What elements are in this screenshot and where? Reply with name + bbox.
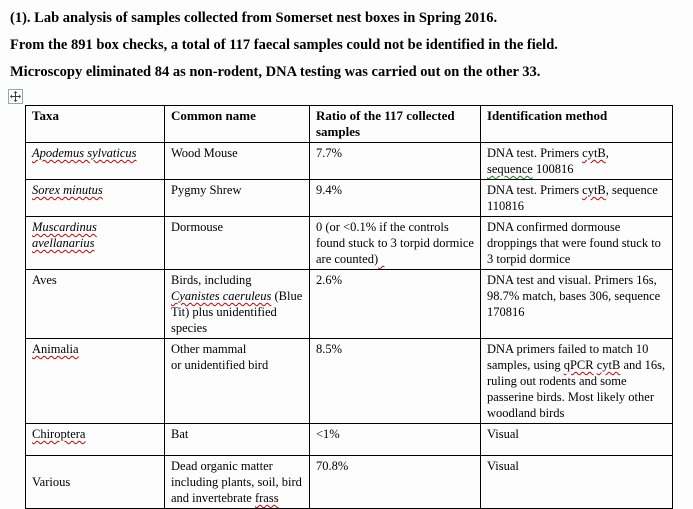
table-row	[26, 456, 673, 509]
table-row	[26, 217, 673, 270]
table-cell	[165, 424, 310, 456]
text-run: and 16s, ruling out rodents and some passerine birds. Most likely other woodland birds	[487, 358, 666, 420]
table-cell	[165, 339, 310, 424]
text-run: Other mammal	[171, 342, 247, 356]
table-cell	[310, 180, 481, 217]
table-move-handle[interactable]	[8, 89, 23, 104]
text-run: DNA test. Primers	[487, 146, 583, 160]
text-run: <1%	[316, 427, 340, 441]
table-row	[26, 180, 673, 217]
text-run: Birds, including	[171, 273, 252, 287]
text-run: (Blue Tit) plus unidentified species	[171, 289, 303, 335]
text-run: Chiroptera	[32, 427, 86, 441]
table-cell	[165, 180, 310, 217]
four-direction-move-icon	[10, 91, 21, 102]
text-run: 100816	[532, 162, 574, 176]
table-cell	[481, 339, 673, 424]
table-cell	[26, 424, 165, 456]
text-run: sequence	[487, 162, 533, 176]
table-cell	[310, 143, 481, 180]
intro-line-3: Microscopy eliminated 84 as non-rodent, DNA testing was carried out on the other 33.	[10, 64, 541, 80]
text-run: cytB	[596, 358, 621, 372]
table-row	[26, 270, 673, 339]
text-run: Wood Mouse	[171, 146, 238, 160]
table-cell	[481, 270, 673, 339]
table-cell	[26, 270, 165, 339]
text-run: Pygmy Shrew	[171, 183, 242, 197]
table-cell	[310, 217, 481, 270]
table-cell	[26, 339, 165, 424]
table-cell	[26, 456, 165, 509]
results-table	[25, 105, 673, 509]
table-cell	[481, 456, 673, 509]
text-run: Sorex minutus	[32, 183, 103, 197]
intro-paragraphs	[10, 10, 685, 81]
text-run: DNA test. Primers	[487, 183, 583, 197]
text-run: DNA confirmed dormouse droppings that were found stuck to 3 torpid dormice	[487, 220, 661, 266]
table-cell	[165, 217, 310, 270]
text-run: 8.5%	[316, 342, 343, 356]
text-run: qPCR	[563, 358, 594, 372]
text-run	[378, 252, 384, 266]
column-header: Identification method	[481, 106, 673, 143]
text-run: Dead organic matter including plants, soil, bird and invertebrate	[171, 459, 302, 505]
text-run: DNA test and visual. Primers 16s, 98.7% match, bases 306, sequence 170816	[487, 273, 661, 319]
table-cell	[481, 180, 673, 217]
table-cell	[26, 143, 165, 180]
table-cell	[310, 424, 481, 456]
text-run: 0 (or <0.1% if the controls found stuck to 3 torpid dormice are counted)	[316, 220, 474, 266]
table-cell	[165, 143, 310, 180]
text-run: 2.6%	[316, 273, 343, 287]
text-run: Muscardinus avellanarius	[32, 220, 97, 250]
text-run: Visual	[487, 459, 519, 473]
text-run: cytB	[582, 183, 606, 197]
text-run: cytB	[582, 146, 606, 160]
table-cell	[165, 270, 310, 339]
text-run: Various	[32, 475, 71, 489]
column-header: Ratio of the 117 collected samples	[310, 106, 481, 143]
table-container	[25, 105, 685, 509]
table-cell	[165, 456, 310, 509]
results-table-head	[26, 106, 673, 143]
table-cell	[481, 217, 673, 270]
intro-line-2: From the 891 box checks, a total of 117 faecal samples could not be identified in the field.	[10, 37, 558, 53]
text-run: Apodemus sylvaticus	[32, 146, 137, 160]
intro-line-1: (1). Lab analysis of samples collected from Somerset nest boxes in Spring 2016.	[10, 10, 498, 26]
text-run: 110816	[487, 199, 525, 213]
table-cell	[26, 180, 165, 217]
table-cell	[481, 424, 673, 456]
text-run: 7.7%	[316, 146, 343, 160]
text-run: Aves	[32, 273, 57, 287]
text-run: or unidentified bird	[171, 358, 269, 372]
text-run: 70.8%	[316, 459, 349, 473]
text-run: , sequence	[605, 183, 658, 197]
text-run: frass	[254, 491, 279, 505]
text-run: Visual	[487, 427, 519, 441]
table-cell	[26, 217, 165, 270]
text-run: DNA primers failed to match 10 samples, using	[487, 342, 649, 372]
text-run: 9.4%	[316, 183, 343, 197]
text-run: Dormouse	[171, 220, 224, 234]
table-cell	[310, 456, 481, 509]
table-row	[26, 143, 673, 180]
text-run: Animalia	[32, 342, 79, 356]
table-row	[26, 424, 673, 456]
text-run: Bat	[171, 427, 189, 441]
text-run: ,	[605, 146, 609, 160]
table-header-row	[26, 106, 673, 143]
results-table-body	[26, 143, 673, 509]
table-cell	[310, 270, 481, 339]
table-cell	[481, 143, 673, 180]
table-cell	[310, 339, 481, 424]
table-row	[26, 339, 673, 424]
column-header: Taxa	[26, 106, 165, 143]
column-header: Common name	[165, 106, 310, 143]
text-run: Cyanistes caeruleus	[171, 289, 272, 303]
